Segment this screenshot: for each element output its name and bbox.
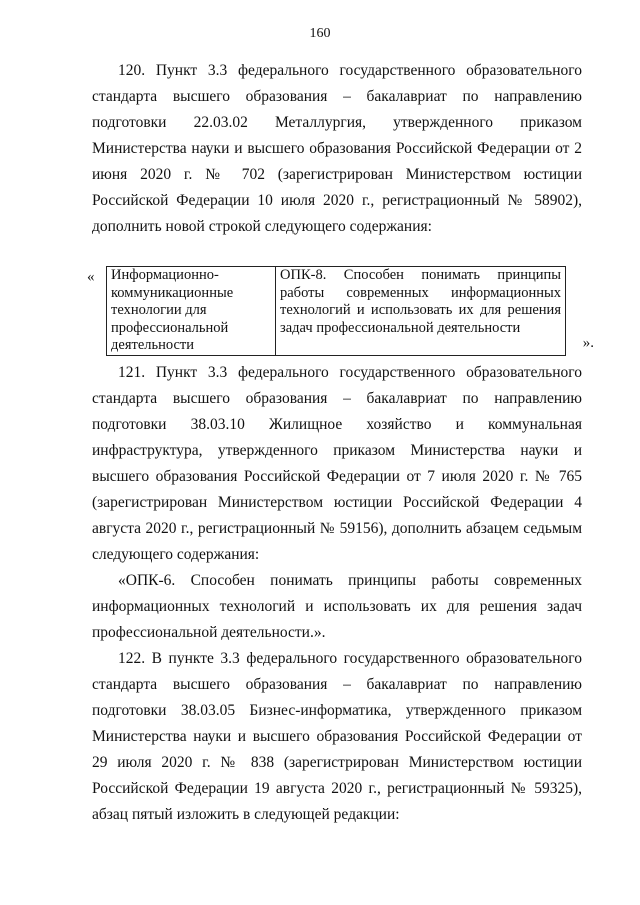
paragraph-120: 120. Пункт 3.3 федерального государственного образовательного стандарта высшего образования – бакалавриат по направлению подготовки 22.03.02 Металлургия, утвержденного приказом Министерства науки и высшего образования Российской Федерации от 2 июня 2020 г. № 702 (зарегистрирован Министерством юстиции Российской Федерации 10 июля 2020 г., регистрационный № 58902), дополнить новой строкой следующего содержания: [92, 62, 582, 235]
document-body [87, 58, 594, 828]
opening-quote: « [87, 269, 95, 285]
competency-description-cell: ОПК-8. Способен понимать принципы работы современных информационных технологий и использовать их для решения задач профессиональной деятельности [276, 267, 566, 356]
page-number: 160 [309, 26, 331, 41]
competency-table [106, 266, 566, 356]
table-row [107, 267, 566, 356]
paragraph-121: 121. Пункт 3.3 федерального государственного образовательного стандарта высшего образования – бакалавриат по направлению подготовки 38.03.10 Жилищное хозяйство и коммунальная инфраструктура, утвержденного приказом Министерства науки и высшего образования Российской Федерации от 7 июля 2020 г. № 765 (зарегистрирован Министерством юстиции Российской Федерации 4 августа 2020 г., регистрационный № 59156), дополнить абзацем седьмым следующего содержания: [92, 364, 582, 563]
paragraph-122: 122. В пункте 3.3 федерального государственного образовательного стандарта высшего образования – бакалавриат по направлению подготовки 38.03.05 Бизнес-информатика, утвержденного приказом Министерства науки и высшего образования Российской Федерации от 29 июля 2020 г. № 838 (зарегистрирован Министерством юстиции Российской Федерации 19 августа 2020 г., регистрационный № 59325), абзац пятый изложить в следующей редакции: [92, 650, 582, 823]
paragraph-opk6-quote: «ОПК-6. Способен понимать принципы работы современных информационных технологий и использовать их для решения задач профессиональной деятельности.». [92, 572, 582, 641]
competency-table-block [87, 262, 594, 354]
closing-quote: ». [582, 335, 594, 351]
competency-category-cell: Информационно-коммуникационные технологии для профессиональной деятельности [107, 267, 276, 356]
